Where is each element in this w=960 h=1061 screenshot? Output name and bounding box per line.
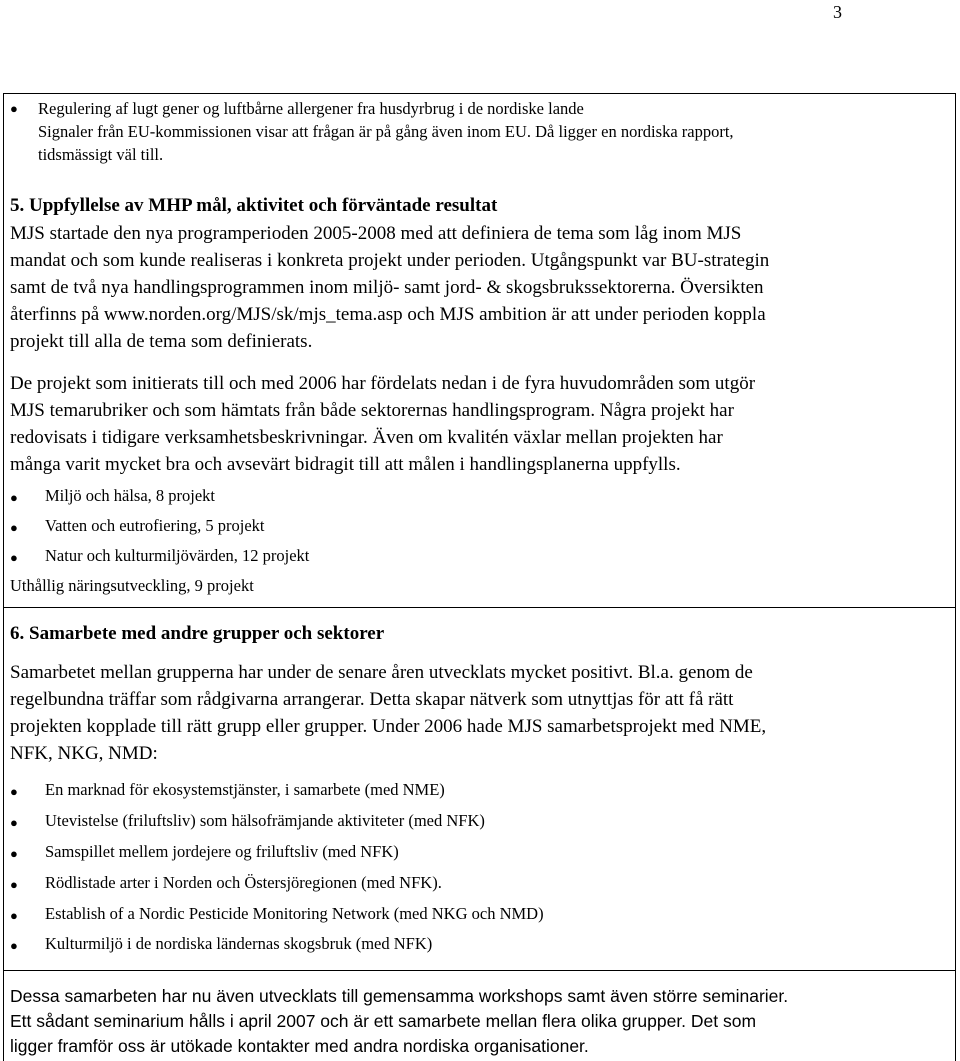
section-6-para-line: Samarbetet mellan grupperna har under de senare åren utvecklats mycket positivt. Bl.a. genom de [10, 662, 753, 683]
section-6-bullet: Kulturmiljö i de nordiska ländernas skogsbruk (med NFK) [45, 934, 433, 953]
bullet-icon: ● [10, 101, 18, 116]
bullet-icon: ● [10, 938, 18, 953]
intro-line: tidsmässigt väl till. [38, 145, 164, 164]
section-5-heading: 5. Uppfyllelse av MHP mål, aktivitet och förväntade resultat [10, 195, 498, 216]
bullet-icon: ● [10, 550, 18, 565]
page-number: 3 [833, 2, 842, 22]
section-5-para2-line: redovisats i tidigare verksamhetsbeskrivningar. Även om kvalitén växlar mellan projekten har [10, 427, 723, 448]
section-6-para-line: projekten kopplade till rätt grupp eller grupper. Under 2006 hade MJS samarbetsprojekt med NME, [10, 716, 767, 737]
section-6-bullet: En marknad för ekosystemstjänster, i samarbete (med NME) [45, 780, 445, 799]
divider [3, 607, 956, 608]
section-5-para2-line: många varit mycket bra och avsevärt bidragit till att målen i handlingsplanerna uppfylls. [10, 454, 681, 475]
section-5-para2-line: MJS temarubriker och som hämtats från både sektorernas handlingsprogram. Några projekt har [10, 400, 734, 421]
bullet-icon: ● [10, 908, 18, 923]
section-5-bullet: Miljö och hälsa, 8 projekt [45, 486, 216, 505]
section-6-bullet: Establish of a Nordic Pesticide Monitoring Network (med NKG och NMD) [45, 904, 544, 923]
section-5-para1-line: MJS startade den nya programperioden 2005-2008 med att definiera de tema som låg inom MJS [10, 223, 742, 244]
bullet-icon: ● [10, 520, 18, 535]
section-6-bullet: Rödlistade arter i Norden och Östersjöregionen (med NFK). [45, 873, 442, 892]
bullet-icon: ● [10, 784, 18, 799]
bullet-icon: ● [10, 815, 18, 830]
bullet-icon: ● [10, 846, 18, 861]
section-5-para2-line: De projekt som initierats till och med 2006 har fördelats nedan i de fyra huvudområden som utgör [10, 373, 756, 394]
section-6-bullet: Samspillet mellem jordejere og friluftsliv (med NFK) [45, 842, 399, 861]
bullet-icon: ● [10, 490, 18, 505]
section-6-heading: 6. Samarbete med andre grupper och sektorer [10, 623, 385, 644]
section-5-bullet: Natur och kulturmiljövärden, 12 projekt [45, 546, 310, 565]
closing-line: ligger framför oss är utökade kontakter med andra nordiska organisationer. [10, 1036, 589, 1056]
section-5-para1-line: mandat och som kunde realiseras i konkreta projekt under perioden. Utgångspunkt var BU-strategin [10, 250, 770, 271]
intro-bullet: Regulering af lugt gener og luftbårne allergener fra husdyrbrug i de nordiske lande [38, 99, 584, 118]
closing-line: Dessa samarbeten har nu även utvecklats till gemensamma workshops samt även större seminarier. [10, 986, 789, 1006]
bullet-icon: ● [10, 877, 18, 892]
section-6-bullet: Utevistelse (friluftsliv) som hälsofrämjande aktiviteter (med NFK) [45, 811, 485, 830]
section-5-para1-line: projekt till alla de tema som definierats. [10, 331, 313, 352]
section-5-para1-line: återfinns på www.norden.org/MJS/sk/mjs_tema.asp och MJS ambition är att under perioden koppla [10, 304, 766, 325]
divider [3, 970, 956, 971]
closing-line: Ett sådant seminarium hålls i april 2007 och är ett samarbete mellan flera olika grupper. Det som [10, 1011, 757, 1031]
section-5-last-item: Uthållig näringsutveckling, 9 projekt [10, 576, 254, 595]
section-5-para1-line: samt de två nya handlingsprogrammen inom miljö- samt jord- & skogsbrukssektorerna. Översikten [10, 277, 764, 298]
intro-line: Signaler från EU-kommissionen visar att frågan är på gång även inom EU. Då ligger en nordiska rapport, [38, 122, 734, 141]
section-5-bullet: Vatten och eutrofiering, 5 projekt [45, 516, 265, 535]
section-6-para-line: regelbundna träffar som rådgivarna arrangerar. Detta skapar nätverk som utnyttjas för att få rätt [10, 689, 734, 710]
section-6-para-line: NFK, NKG, NMD: [10, 743, 158, 764]
